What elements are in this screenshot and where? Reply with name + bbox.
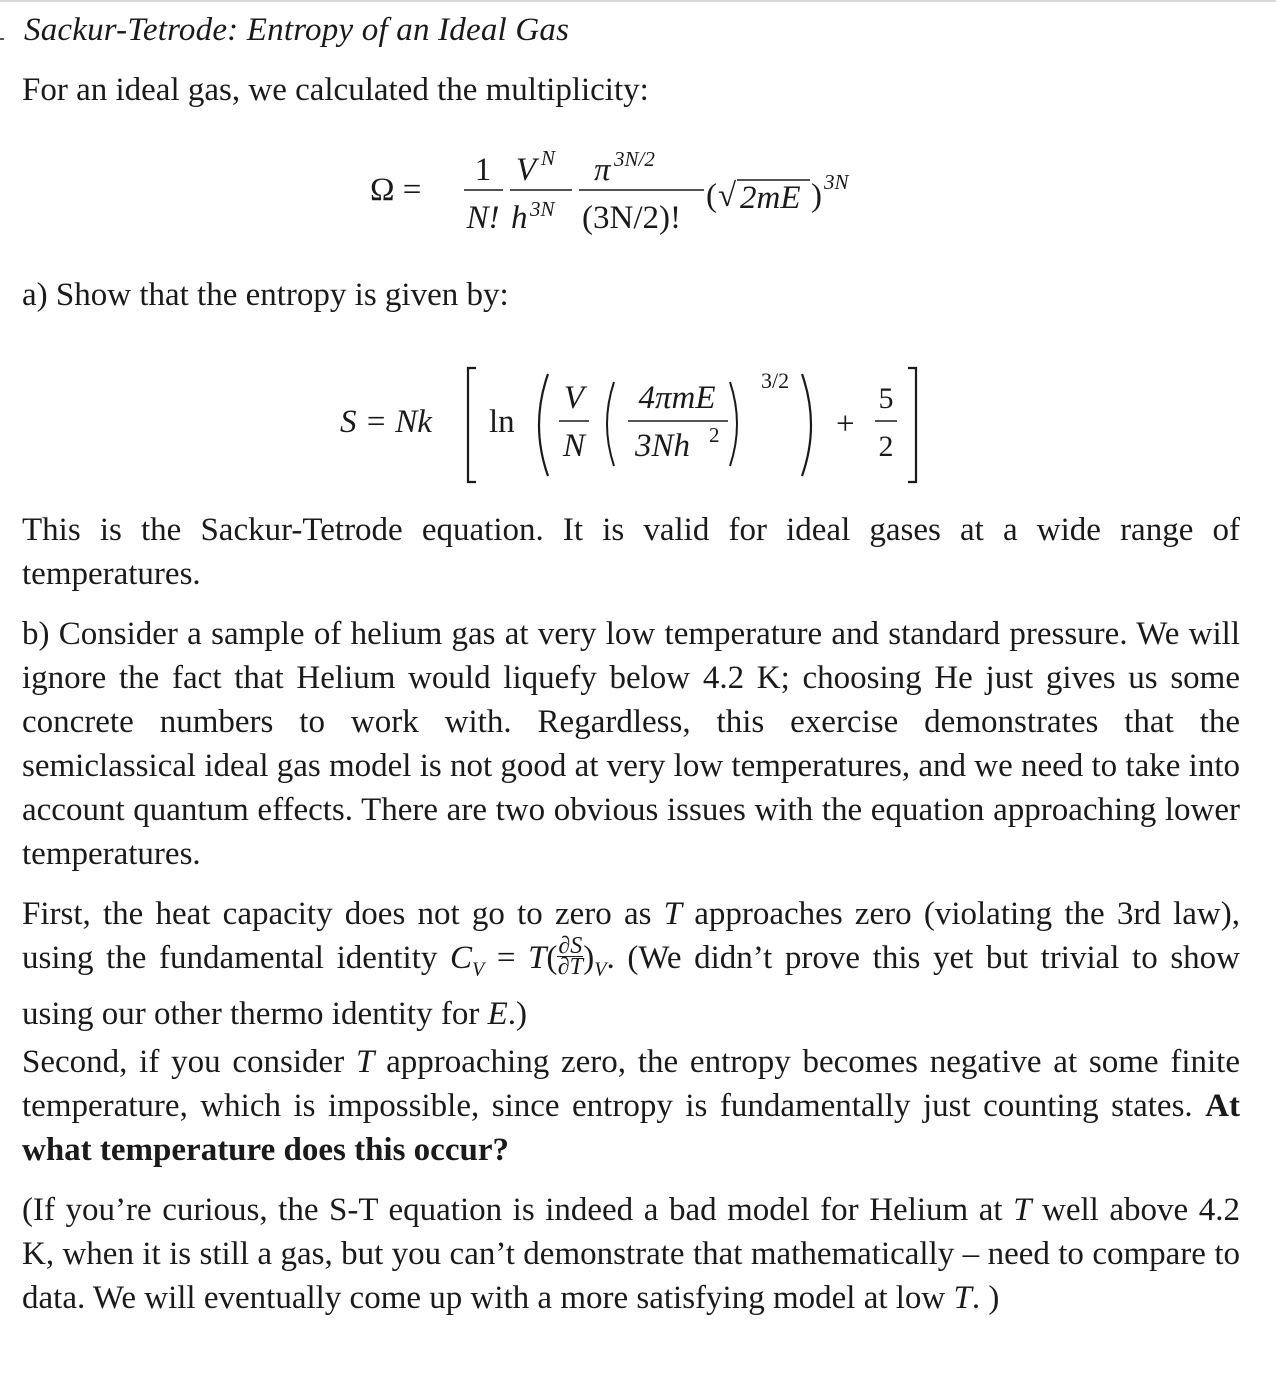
identity-close-paren: )	[583, 940, 595, 976]
inner-left-paren	[607, 382, 614, 466]
note-temperature-variable-2: T	[953, 1280, 972, 1316]
temperature-variable: T	[663, 896, 683, 932]
inner-right-paren	[730, 382, 737, 466]
ratio-denominator: N	[562, 428, 586, 464]
ln-operator: ln	[489, 404, 515, 440]
multiplicity-equation	[360, 140, 900, 244]
frac3-numerator-exponent: 3N/2	[614, 147, 655, 171]
right-bracket	[908, 368, 916, 482]
partial-derivative-fraction	[557, 932, 583, 980]
second-issue-paragraph	[22, 1040, 1240, 1172]
equals-sign: =	[484, 940, 529, 976]
omega-lhs: Ω =	[370, 172, 422, 208]
plus-sign: +	[836, 406, 855, 442]
frac1-numerator: 1	[474, 152, 492, 188]
frac3-numerator: π	[594, 152, 611, 188]
first-text-1: First, the heat capacity does not go to zero as	[22, 896, 664, 932]
first-text-2: approaches zero (violating the 3rd law), using the fundamental identity	[22, 896, 1240, 976]
left-bracket	[468, 368, 476, 482]
volume-subscript: V	[594, 958, 607, 981]
entropy-equation	[330, 356, 950, 500]
sqrt-sign: √	[718, 178, 737, 214]
heat-capacity-subscript: V	[472, 958, 485, 981]
frac2-numerator-exponent: N	[541, 146, 556, 170]
outer-left-paren	[539, 374, 548, 476]
inner-numerator: 4πmE	[638, 380, 716, 416]
inner-denominator: 3Nh	[635, 428, 691, 464]
key-question: At what temperature does this occur?	[22, 1088, 1240, 1168]
identity-temperature: T	[528, 940, 547, 976]
frac3-denominator: (3N/2)!	[582, 200, 681, 236]
frac2-denominator: h	[511, 200, 528, 236]
sqrt-argument: 2mE	[740, 180, 801, 216]
validity-text: This is the Sackur-Tetrode equation. It is valid for ideal gases at a wide range of temperatures.	[22, 512, 1240, 592]
ratio-numerator: V	[563, 380, 585, 416]
outer-right-paren	[802, 374, 811, 476]
part-a-text: a) Show that the entropy is given by:	[22, 277, 509, 313]
tail-open-paren: (	[706, 178, 717, 214]
heat-capacity-symbol: C	[450, 940, 473, 976]
note-text-3: . )	[971, 1280, 1000, 1316]
tail-close-paren: )	[811, 178, 822, 214]
inner-denominator-exponent: 2	[709, 423, 720, 447]
const-numerator: 5	[878, 382, 894, 415]
frac2-denominator-exponent: 3N	[530, 197, 555, 221]
problem-title: Sackur-Tetrode: Entropy of an Ideal Gas	[24, 12, 570, 48]
first-text-3: . (We didn’t prove this yet but trivial to show using our other thermo identity for	[22, 940, 1240, 1032]
first-text-4: .)	[507, 995, 527, 1032]
note-text-1: (If you’re curious, the S-T equation is indeed a bad model for Helium at	[22, 1192, 1014, 1228]
second-text-1: Second, if you consider	[22, 1044, 356, 1080]
note-temperature-variable-1: T	[1013, 1192, 1032, 1228]
const-denominator: 2	[878, 430, 894, 463]
partial-denominator: ∂T	[557, 953, 583, 980]
part-b-text: b) Consider a sample of helium gas at very low temperature and standard pressure. We will ignore the fact that Helium would liquefy below 4.2 K; choosing He just gives us some concrete numbers to work with. Regardless, this exercise demonstrates that the semiclassical ideal gas model is not good at very low temperatures, and we need to take into account quantum effects. There are two obvious issues with the equation approaching lower temperatures.	[22, 616, 1240, 872]
entropy-lhs: S = Nk	[340, 404, 432, 440]
curiosity-note	[22, 1188, 1240, 1320]
energy-variable: E	[487, 995, 508, 1032]
margin-mark	[0, 38, 4, 40]
first-issue-paragraph	[22, 892, 1240, 1036]
frac1-denominator: N!	[466, 200, 500, 236]
intro-text: For an ideal gas, we calculated the multiplicity:	[22, 72, 649, 108]
second-text-2: approaching zero, the entropy becomes negative at some finite temperature, which is impossible, since entropy is fundamentally just counting states.	[22, 1044, 1240, 1124]
power-three-halves: 3/2	[761, 368, 790, 393]
partial-numerator: ∂S	[558, 932, 583, 959]
tail-exponent: 3N	[824, 170, 849, 194]
note-text-2: well above 4.2 K, when it is still a gas, but you can’t demonstrate that mathematically – need to compare to data. We will eventually come up with a more satisfying model at low	[22, 1192, 1241, 1316]
frac2-numerator: V	[516, 152, 537, 188]
second-temperature-variable: T	[355, 1044, 375, 1080]
top-rule	[0, 0, 1276, 2]
identity-open-paren: (	[546, 940, 558, 976]
